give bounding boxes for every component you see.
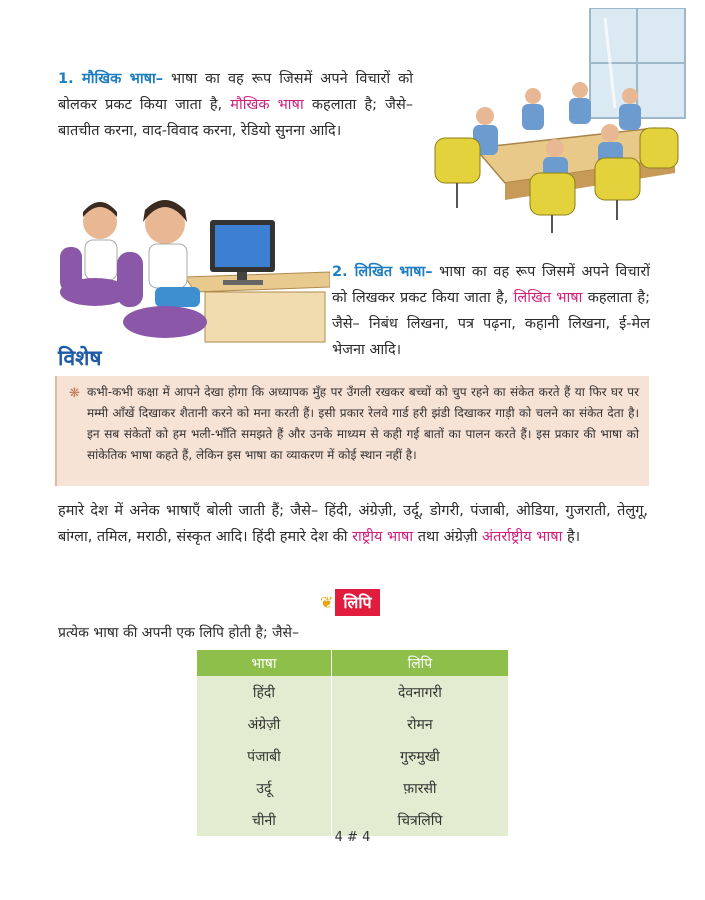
oral-text-2: कहलाता है; जैसे– बातचीत करना, वाद-विवाद करना, रेडियो सुनना आदि। — [58, 97, 413, 139]
oral-language-paragraph — [58, 66, 413, 144]
languages-paragraph — [58, 498, 648, 550]
header-script: लिपि — [331, 650, 508, 676]
office-meeting-illustration — [415, 8, 695, 238]
language-cell: उर्दू — [197, 772, 331, 804]
table-row — [197, 740, 508, 772]
oral-text-1: भाषा का वह रूप जिसमें अपने विचारों को बोलकर प्रकट किया जाता है, — [58, 71, 413, 113]
language-cell: पंजाबी — [197, 740, 331, 772]
oral-heading: 1. मौखिक भाषा– — [58, 71, 163, 87]
script-section-heading — [320, 589, 380, 615]
script-cell: रोमन — [331, 708, 508, 740]
leaf-icon: ❦ — [320, 592, 334, 612]
languages-text-1: हमारे देश में अनेक भाषाएँ बोली जाती हैं; जैसे– हिंदी, अंग्रेज़ी, उर्दू, डोगरी, पंजाबी, ओडिया, गुजराती, तेलुगू, बांग्ला, तमिल, मराठी, संस्कृत आदि। हिंदी हमारे देश की — [58, 503, 648, 545]
script-cell: देवनागरी — [331, 676, 508, 708]
international-language-term: अंतर्राष्ट्रीय भाषा — [482, 529, 563, 545]
oral-term: मौखिक भाषा — [230, 97, 304, 113]
national-language-term: राष्ट्रीय भाषा — [352, 529, 414, 545]
written-heading: 2. लिखित भाषा– — [332, 264, 433, 280]
script-cell: गुरुमुखी — [331, 740, 508, 772]
special-note-text: कभी-कभी कक्षा में आपने देखा होगा कि अध्यापक मुँह पर उँगली रखकर बच्चों को चुप रहने का संकेत करते हैं या फिर घर पर मम्मी आँखें दिखाकर शैतानी करने को मना करती हैं। इसी प्रकार रेलवे गार्ड हरी झंडी दिखाकर गाड़ी को चलने का संकेत देता है। इन सब संकेतों को हम भली-भाँति समझते हैं और उनके माध्यम से कही गई बातों का पालन करते हैं। इस प्रकार की भाषा को सांकेतिक भाषा कहते हैं, लेकिन इस भाषा का व्याकरण में कोई स्थान नहीं है। — [87, 385, 639, 462]
bullet-icon: ❋ — [69, 386, 80, 401]
script-intro-text: प्रत्येक भाषा की अपनी एक लिपि होती है; जैसे– — [58, 625, 299, 641]
language-cell: हिंदी — [197, 676, 331, 708]
script-cell: चित्रलिपि — [331, 804, 508, 836]
table-row — [197, 708, 508, 740]
special-note-box — [55, 376, 649, 486]
table-header-row — [197, 650, 508, 676]
written-term: लिखित भाषा — [513, 290, 583, 306]
languages-text-2: तथा अंग्रेज़ी — [413, 529, 483, 545]
script-heading-label: लिपि — [335, 589, 379, 616]
written-language-paragraph — [332, 259, 650, 363]
languages-text-3: है। — [562, 529, 581, 545]
written-text-2: कहलाता है; जैसे– निबंध लिखना, पत्र पढ़ना, कहानी लिखना, ई-मेल भेजना आदि। — [332, 290, 650, 358]
page-number: 4 # 4 — [334, 830, 371, 845]
special-note-title: विशेष — [58, 346, 102, 370]
header-language: भाषा — [197, 650, 331, 676]
table-row — [197, 676, 508, 708]
table-row — [197, 772, 508, 804]
children-computer-illustration — [55, 192, 330, 352]
language-cell: अंग्रेज़ी — [197, 708, 331, 740]
language-script-table — [197, 650, 508, 836]
language-cell: चीनी — [197, 804, 331, 836]
written-text-1: भाषा का वह रूप जिसमें अपने विचारों को लिखकर प्रकट किया जाता है, — [332, 264, 650, 306]
script-cell: फ़ारसी — [331, 772, 508, 804]
